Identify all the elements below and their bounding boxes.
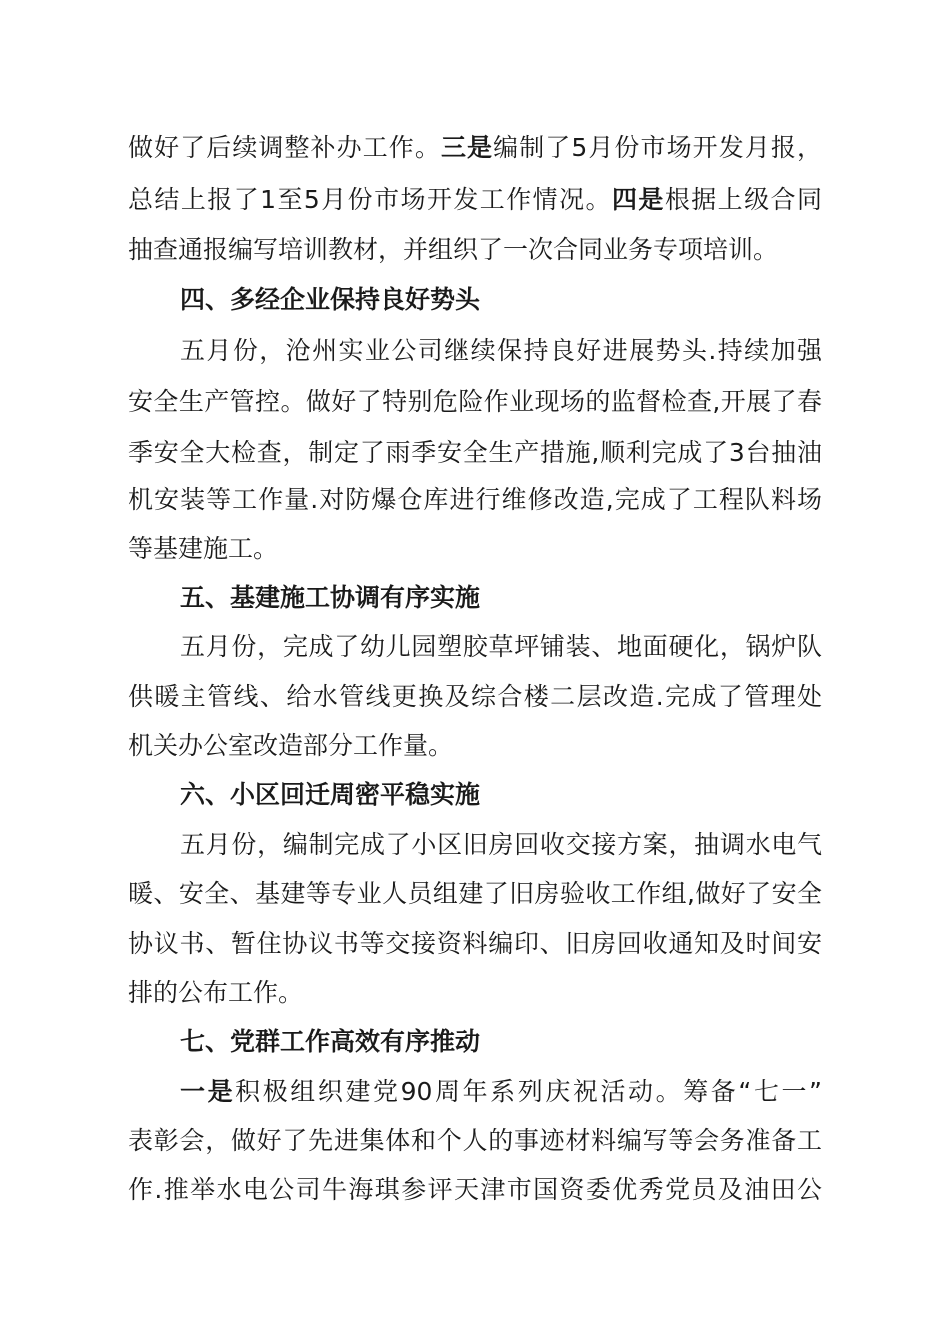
section-heading-7: 七、党群工作高效有序推动 [180,1027,481,1056]
body-line: 做好了后续调整补办工作。三是编制了5月份市场开发月报， [128,133,822,162]
section-heading-4: 四、多经企业保持良好势头 [180,285,481,314]
body-line: 季安全大检查，制定了雨季安全生产措施,顺利完成了3台抽油 [128,438,822,467]
body-line: 机关办公室改造部分工作量。 [128,731,454,760]
body-line: 五月份，编制完成了小区旧房回收交接方案，抽调水电气 [180,830,822,859]
body-line: 总结上报了1至5月份市场开发工作情况。四是根据上级合同 [128,185,822,214]
body-line: 五月份，沧州实业公司继续保持良好进展势头.持续加强 [180,336,822,365]
body-line: 供暖主管线、给水管线更换及综合楼二层改造.完成了管理处 [128,682,822,711]
section-heading-6: 六、小区回迁周密平稳实施 [180,780,481,809]
body-line: 协议书、暂住协议书等交接资料编印、旧房回收通知及时间安 [128,929,822,958]
body-line: 作.推举水电公司牛海琪参评天津市国资委优秀党员及油田公 [128,1175,822,1204]
body-line: 安全生产管控。做好了特别危险作业现场的监督检查,开展了春 [128,387,822,416]
section-heading-5: 五、基建施工协调有序实施 [180,583,481,612]
body-line: 暖、安全、基建等专业人员组建了旧房验收工作组,做好了安全 [128,879,822,908]
body-line: 表彰会，做好了先进集体和个人的事迹材料编写等会务准备工 [128,1126,822,1155]
body-line: 一是积极组织建党90周年系列庆祝活动。筹备“七一” [180,1077,822,1106]
body-line: 排的公布工作。 [128,978,304,1007]
body-line: 机安装等工作量.对防爆仓库进行维修改造,完成了工程队料场 [128,485,822,514]
body-line: 等基建施工。 [128,534,279,563]
body-line: 五月份，完成了幼儿园塑胶草坪铺装、地面硬化，锅炉队 [180,632,822,661]
body-line: 抽查通报编写培训教材，并组织了一次合同业务专项培训。 [128,235,779,264]
